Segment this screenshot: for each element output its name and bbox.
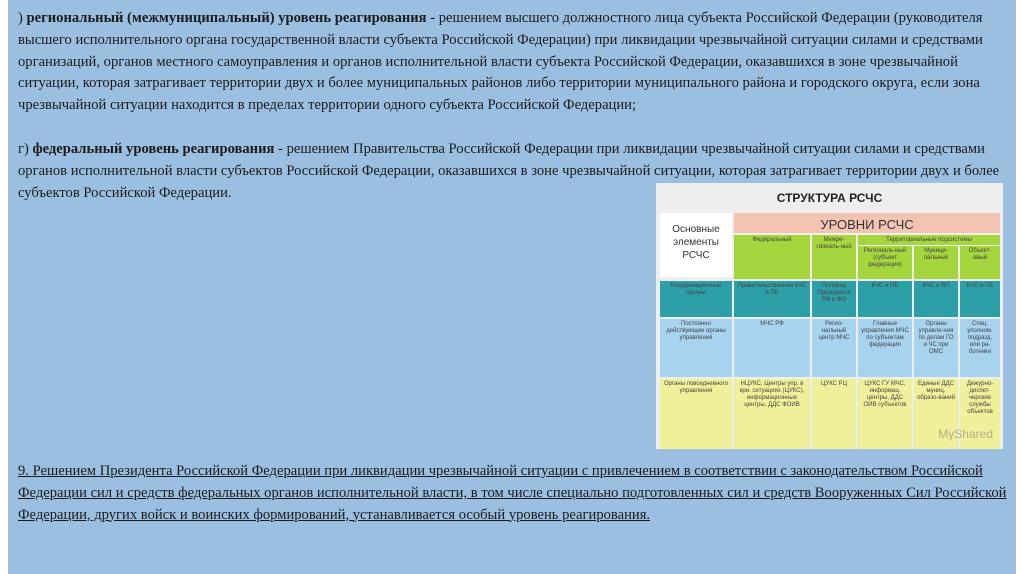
para1-prefix: ) (18, 10, 27, 26)
row1-cell: Правительственная КЧС и ПБ (734, 281, 810, 317)
col-object: Объект-овый (960, 246, 1000, 279)
para2-bold-term: федеральный уровень реагирования (32, 141, 275, 157)
paragraph-regional (18, 8, 1008, 117)
row3-cell: Дежурно-диспет-черские службы объектов (960, 379, 1000, 449)
col-territorial-header: Территориальные подсистемы (858, 235, 1000, 245)
para1-bold-term: региональный (межмуниципальный) уровень реагирования (26, 10, 427, 26)
row2-cell: Органы управле-ния по делам ГО и ЧС при ОМС (914, 319, 958, 377)
row1-cell: КЧС и ПБ (858, 281, 912, 317)
row2-cell: МЧС РФ (734, 319, 810, 377)
col-municipal: Муници-пальный (914, 246, 958, 279)
left-header: Основные элементы РСЧС (660, 213, 732, 277)
row2-cell: Регио-нальный центр МЧС (812, 319, 856, 377)
watermark: MyShared (938, 427, 993, 441)
row1-cell: КЧС и ПБ (960, 281, 1000, 317)
row3-cell: НЦУКС, Центры упр. в кри. ситуациях (ЦУКС), информационные центры, ДДС ФОИВ (734, 379, 810, 449)
para2-prefix: г) (18, 141, 33, 157)
row1-cell: КЧС и ВП (914, 281, 958, 317)
row1-cell: Полпред Президента РФ в ФО (812, 281, 856, 317)
paragraph-special-level: 9. Решением Президента Российской Федерации при ликвидации чрезвычайной ситуации с привлечением в соответствии с законодательством Российской Федерации сил и средств федеральных органов исполнительной власти, в том числе специально подготовленных сил и средств Вооруженных Сил Российской Федерации, других войск и воинских формирований, устанавливается особый уровень реагирования. (18, 463, 1007, 523)
col-regional: Региональ-ный (субъект федерации) (858, 246, 912, 279)
row3-cell: Единые ДДС муниц. образо-ваний (914, 379, 958, 449)
col-federal: Федеральный (734, 235, 810, 279)
row-label-permanent: Постоянно действующие органы управления (660, 319, 732, 377)
row2-cell: Главные управления МЧС по субъектам федерации (858, 319, 912, 377)
para2-text: - решением Правительства Российской Федерации при ликвидации чрезвычайной ситуации силами и средствами органов исполнительной власти субъектов Российской Федерации, оказавшихся в зоне чрезвычайной ситуации, которая затрагивает территории двух и более субъектов Российской Федерации. (18, 141, 1000, 201)
top-header: УРОВНИ РСЧС (734, 213, 1000, 233)
row-label-coordination: Координационные органы (660, 281, 732, 317)
rschs-structure-image (656, 183, 1003, 449)
image-title: СТРУКТУРА РСЧС (776, 191, 883, 205)
col-interregional: Межре-гиональ-ный (812, 235, 856, 279)
row2-cell: Спец. уполном. подразд. или ра-ботники (960, 319, 1000, 377)
para1-text: - решением высшего должностного лица субъекта Российской Федерации (руководителя высшего исполнительного органа государственной власти субъекта Российской Федерации) при ликвидации чрезвычайной ситуации силами и средствами организаций, органов местного самоуправления и органов исполнительной власти субъекта Российской Федерации, оказавшихся в зоне чрезвычайной ситуации, которая затрагивает территории двух и более муниципальных районов либо территории муниципального района и городского округа, если зона чрезвычайной ситуации находится в пределах территории одного субъекта Российской Федерации; (18, 10, 983, 114)
row3-cell: ЦУКС ГУ МЧС, информац. центры, ДДС ОИВ субъектов (858, 379, 912, 449)
row-label-daily: Органы повседневного управления (660, 379, 732, 449)
row3-cell: ЦУКС РЦ (812, 379, 856, 449)
